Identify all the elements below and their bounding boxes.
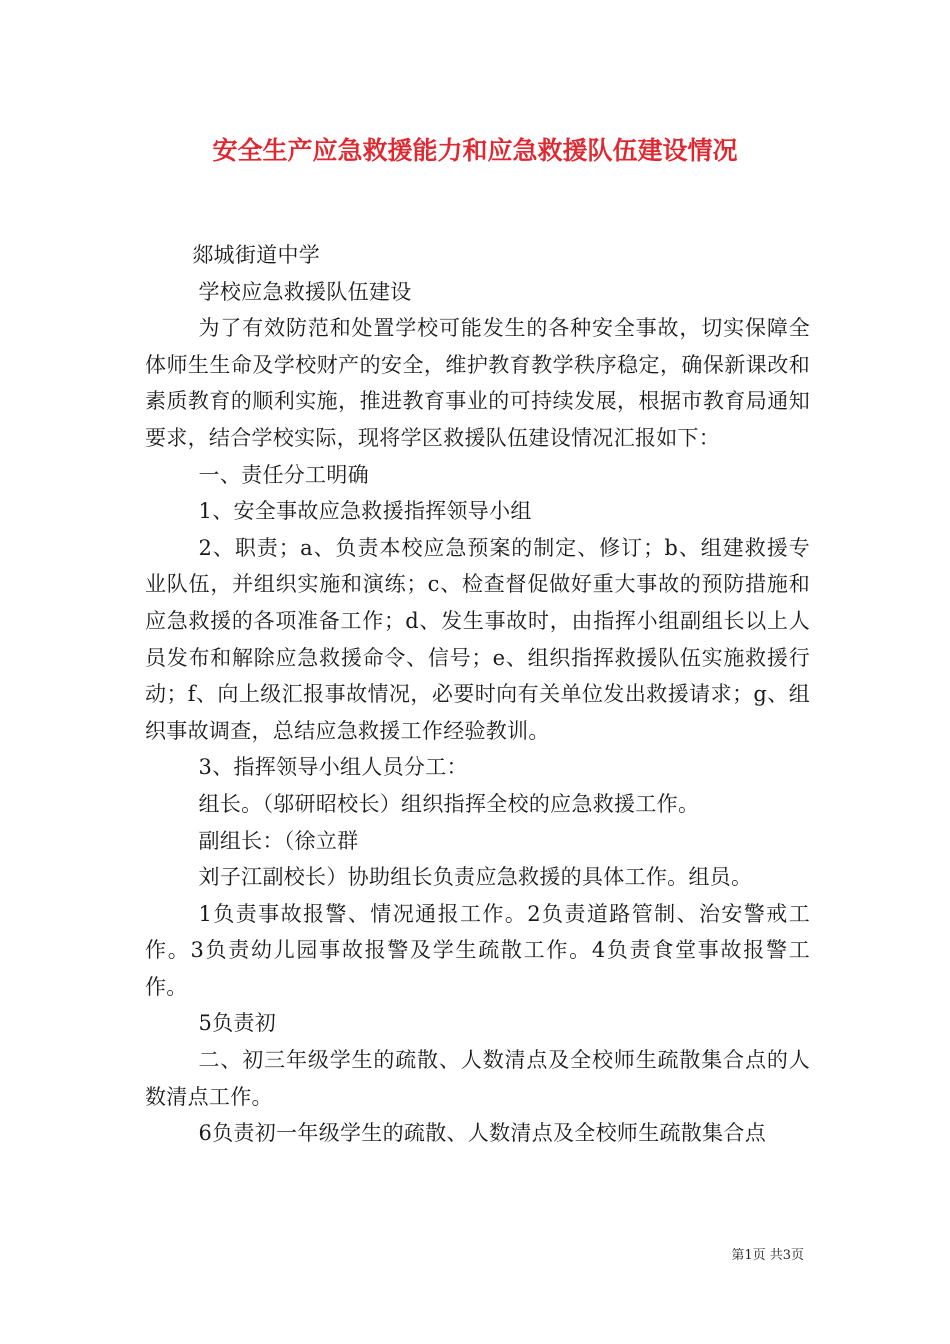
paragraph-deputy: 副组长：（徐立群: [198, 828, 359, 853]
paragraph-school-name: 郯城街道中学: [192, 243, 321, 267]
page-number: 第1页 共3页: [731, 1248, 804, 1263]
paragraph-heading-2: 二、初三年级学生的疏散、人数清点及全校师生疏散集合点的人数清点工作。: [145, 1048, 810, 1109]
paragraph-item-3: 3、指挥领导小组人员分工：: [198, 755, 468, 780]
paragraph-intro: 为了有效防范和处置学校可能发生的各种安全事故，切实保障全体师生生命及学校财产的安全，维护教育教学秩序稳定，确保新课改和素质教育的顺利实施，推进教育事业的可持续发展，根据市教育局通知要求，结合学校实际，现将学区救援队伍建设情况汇报如下：: [145, 316, 810, 450]
paragraph-item-2: 2、职责；a、负责本校应急预案的制定、修订；b、组建救援专业队伍，并组织实施和演练；c、检查督促做好重大事故的预防措施和应急救援的各项准备工作；d、发生事故时，由指挥小组副组长以上人员发布和解除应急救援命令、信号；e、组织指挥救援队伍实施救援行动；f、向上级汇报事故情况，必要时向有关单位发出救援请求；g、组织事故调查，总结应急救援工作经验教训。: [145, 535, 810, 743]
document-body: [145, 237, 810, 1152]
paragraph-leader: 组长。（邬研昭校长）组织指挥全校的应急救援工作。: [198, 791, 700, 816]
paragraph-section-heading: 学校应急救援队伍建设: [198, 279, 412, 304]
paragraph-members-5: 5负责初: [198, 1011, 277, 1036]
paragraph-members-6: 6负责初一年级学生的疏散、人数清点及全校师生疏散集合点: [198, 1121, 767, 1146]
paragraph-item-1: 1、安全事故应急救援指挥领导小组: [198, 499, 532, 524]
document-title: 安全生产应急救援能力和应急救援队伍建设情况: [212, 136, 738, 165]
paragraph-heading-1: 一、责任分工明确: [198, 462, 369, 487]
paragraph-members-1: 1负责事故报警、情况通报工作。2负责道路管制、治安警戒工作。3负责幼儿园事故报警及学生疏散工作。4负责食堂事故报警工作。: [145, 901, 810, 999]
paragraph-deputy-cont: 刘子江副校长）协助组长负责应急救援的具体工作。组员。: [198, 865, 753, 890]
